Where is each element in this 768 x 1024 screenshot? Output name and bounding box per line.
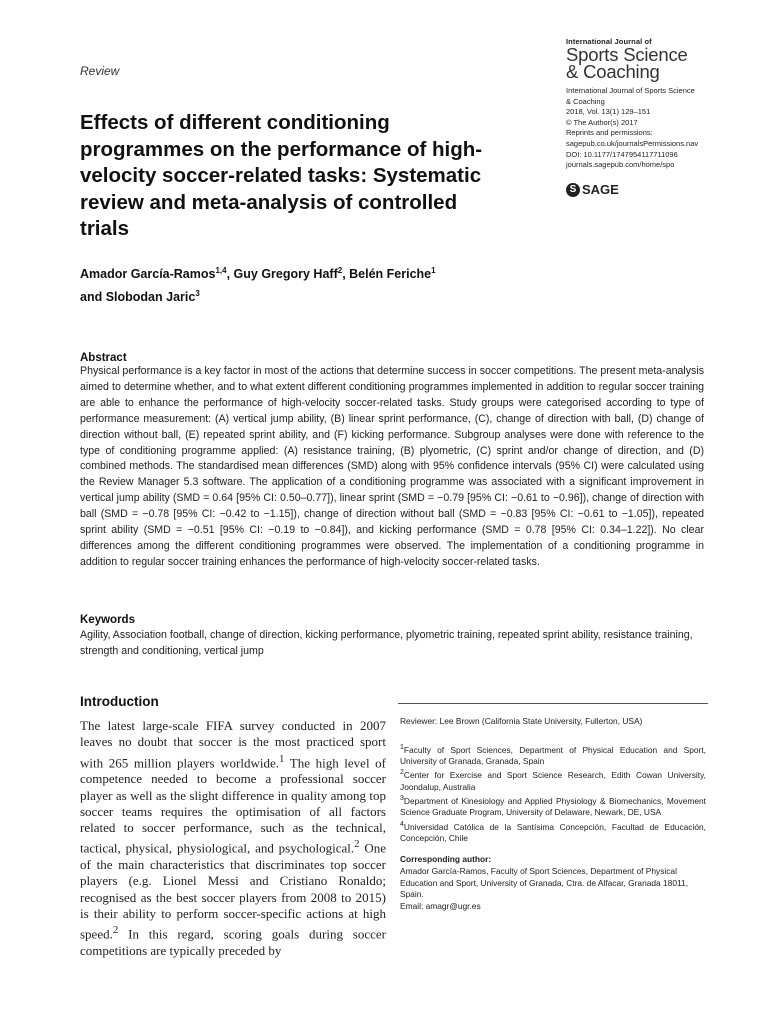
footnote-divider bbox=[398, 703, 708, 704]
journal-meta-line: journals.sagepub.com/home/spo bbox=[566, 160, 675, 170]
author-name: Belén Feriche bbox=[349, 267, 432, 282]
keywords-heading: Keywords bbox=[80, 614, 135, 626]
author-conjunction: and bbox=[80, 290, 106, 305]
abstract-text: Physical performance is a key factor in most of the actions that determine success in soccer competitions. The present meta-analysis aimed to determine whether, and to what extent different conditioning programmes implemented in addition to regular soccer training are able to enhance the performance of high-velocity soccer-related tasks. Study groups were categorised according to type of performance measurement: (A) vertical jump ability, (B) linear sprint performance, (C), change of direction with ball, (D) change of direction without ball, (E) repeated sprint ability, and (F) kicking performance. Subgroup analyses were done with reference to the type of conditioning programme applied: (A) resistance training, (B) plyometric, (C) sprint and/or change of direction, and (D) combined methods. The standardised mean differences (SMD) along with 95% confidence intervals (95% CI) were calculated using the Review Manager 5.3 software. The application of a conditioning programme was associated with a significant improvement in vertical jump ability (SMD = 0.64 [95% CI: 0.50–0.77]), linear sprint (SMD = −0.79 [95% CI: −0.61 to −0.96]), change of direction with ball (SMD = −0.78 [95% CI: −0.42 to −1.15]), change of direction without ball (SMD = −0.83 [95% CI: −0.61 to −1.05]), repeated sprint ability (SMD = −0.51 [95% CI: −0.19 to −0.84]), and kicking performance (SMD = 0.78 [95% CI: 0.34–1.22]). No clear differences among the different conditioning programmes were observed. The implementation of a conditioning programme in addition to regular soccer training enhances the performance of high-velocity soccer-related tasks. bbox=[80, 365, 704, 568]
reviewer-note: Reviewer: Lee Brown (California State University, Fullerton, USA) bbox=[400, 716, 643, 726]
sage-icon: S bbox=[566, 183, 580, 197]
affiliation-number: 3 bbox=[400, 795, 404, 803]
journal-meta-line: sagepub.co.uk/journalsPermissions.nav bbox=[566, 138, 699, 148]
affiliation-number: 2 bbox=[400, 769, 404, 777]
affiliation-text: Faculty of Sport Sciences, Department of Physical Education and Sport, University of Granada, Granada, Spain bbox=[400, 744, 706, 766]
author-name: Guy Gregory Haff bbox=[233, 267, 338, 282]
corresponding-author-heading: Corresponding author: bbox=[400, 853, 492, 864]
author-list bbox=[80, 261, 550, 307]
author-affiliation-ref: 2 bbox=[337, 266, 343, 275]
author-name: Amador García-Ramos bbox=[80, 267, 216, 282]
article-type-label: Review bbox=[80, 64, 120, 78]
publisher-name: SAGE bbox=[582, 182, 619, 197]
affiliation-number: 1 bbox=[400, 743, 404, 751]
journal-meta bbox=[566, 86, 756, 171]
intro-text-run: In this regard, scoring goals during soccer competitions are typically preceded by bbox=[80, 926, 386, 958]
citation-ref: 2 bbox=[354, 838, 360, 851]
intro-text-run: The latest large-scale FIFA survey conducted in 2007 leaves no doubt that soccer is the most practiced sport with 265 million players worldwide. bbox=[80, 718, 386, 770]
affiliation bbox=[400, 819, 706, 845]
intro-text-run: The high level of competence needed to become a professional soccer player as well as the slight difference in quality among top soccer teams requires the optimisation of all factors related to soccer performance, such as the technical, tactical, physical, physiological, and psychological. bbox=[80, 754, 387, 856]
author-separator: , bbox=[226, 267, 234, 282]
corresponding-author-email[interactable]: Email: amagr@ugr.es bbox=[400, 900, 481, 911]
affiliation-text: Department of Kinesiology and Applied Physiology & Biomechanics, Movement Science Graduate Program, University of Delaware, Newark, DE, USA bbox=[400, 795, 706, 818]
intro-text-run: One of the main characteristics that discriminates top soccer players (e.g. Lionel Messi and Cristiano Ronaldo; recognised as the best soccer players from 2008 to 2015) is their ability to perform soccer-specific actions at high speed. bbox=[80, 840, 386, 942]
article-title: Effects of different conditioning programmes on the performance of high-velocity soccer-related tasks: Systematic review and meta-analysis of controlled trials bbox=[80, 111, 483, 240]
journal-meta-line: & Coaching bbox=[566, 96, 605, 106]
citation-ref: 2 bbox=[112, 924, 119, 937]
corresponding-author-text: Amador García-Ramos, Faculty of Sport Sciences, Department of Physical Education and Sport, University of Granada, Ctra. de Alfacar, Granada 18011, Spain. bbox=[400, 866, 689, 900]
journal-logo-line2: & Coaching bbox=[566, 61, 660, 82]
article-footnotes bbox=[400, 716, 706, 912]
citation-ref: 1 bbox=[278, 752, 285, 765]
affiliation bbox=[400, 742, 706, 768]
keywords-text: Agility, Association football, change of direction, kicking performance, plyometric training, repeated sprint ability, resistance training, strength and conditioning, vertical jump bbox=[80, 629, 693, 657]
author-affiliation-ref: 1 bbox=[431, 266, 436, 275]
affiliation-text: Center for Exercise and Sport Science Research, Edith Cowan University, Joondalup, Australia bbox=[400, 770, 706, 792]
journal-logo bbox=[566, 37, 726, 80]
journal-meta-line: International Journal of Sports Science bbox=[566, 86, 695, 95]
affiliation-number: 4 bbox=[400, 820, 404, 828]
author-affiliation-ref: 1,4 bbox=[215, 266, 227, 275]
introduction-heading: Introduction bbox=[80, 694, 159, 709]
affiliation bbox=[400, 793, 706, 819]
journal-logo-small: International Journal of bbox=[566, 37, 652, 46]
journal-meta-line: 2018, Vol. 13(1) 129–151 bbox=[566, 107, 651, 117]
journal-logo-line1: Sports Science bbox=[566, 44, 688, 65]
author-affiliation-ref: 3 bbox=[195, 289, 200, 299]
journal-meta-line: © The Author(s) 2017 bbox=[566, 117, 638, 127]
affiliation-text: Universidad Católica de la Santísima Concepción, Facultad de Educación, Concepción, Chile bbox=[400, 821, 706, 844]
abstract-heading: Abstract bbox=[80, 352, 127, 364]
introduction-text bbox=[80, 718, 386, 959]
author-separator: , bbox=[342, 267, 350, 282]
journal-meta-line: Reprints and permissions: bbox=[566, 128, 653, 138]
publisher-logo bbox=[566, 182, 619, 197]
journal-meta-line: DOI: 10.1177/1747954117711096 bbox=[566, 149, 678, 159]
affiliation bbox=[400, 767, 706, 793]
author-name: Slobodan Jaric bbox=[105, 290, 196, 305]
